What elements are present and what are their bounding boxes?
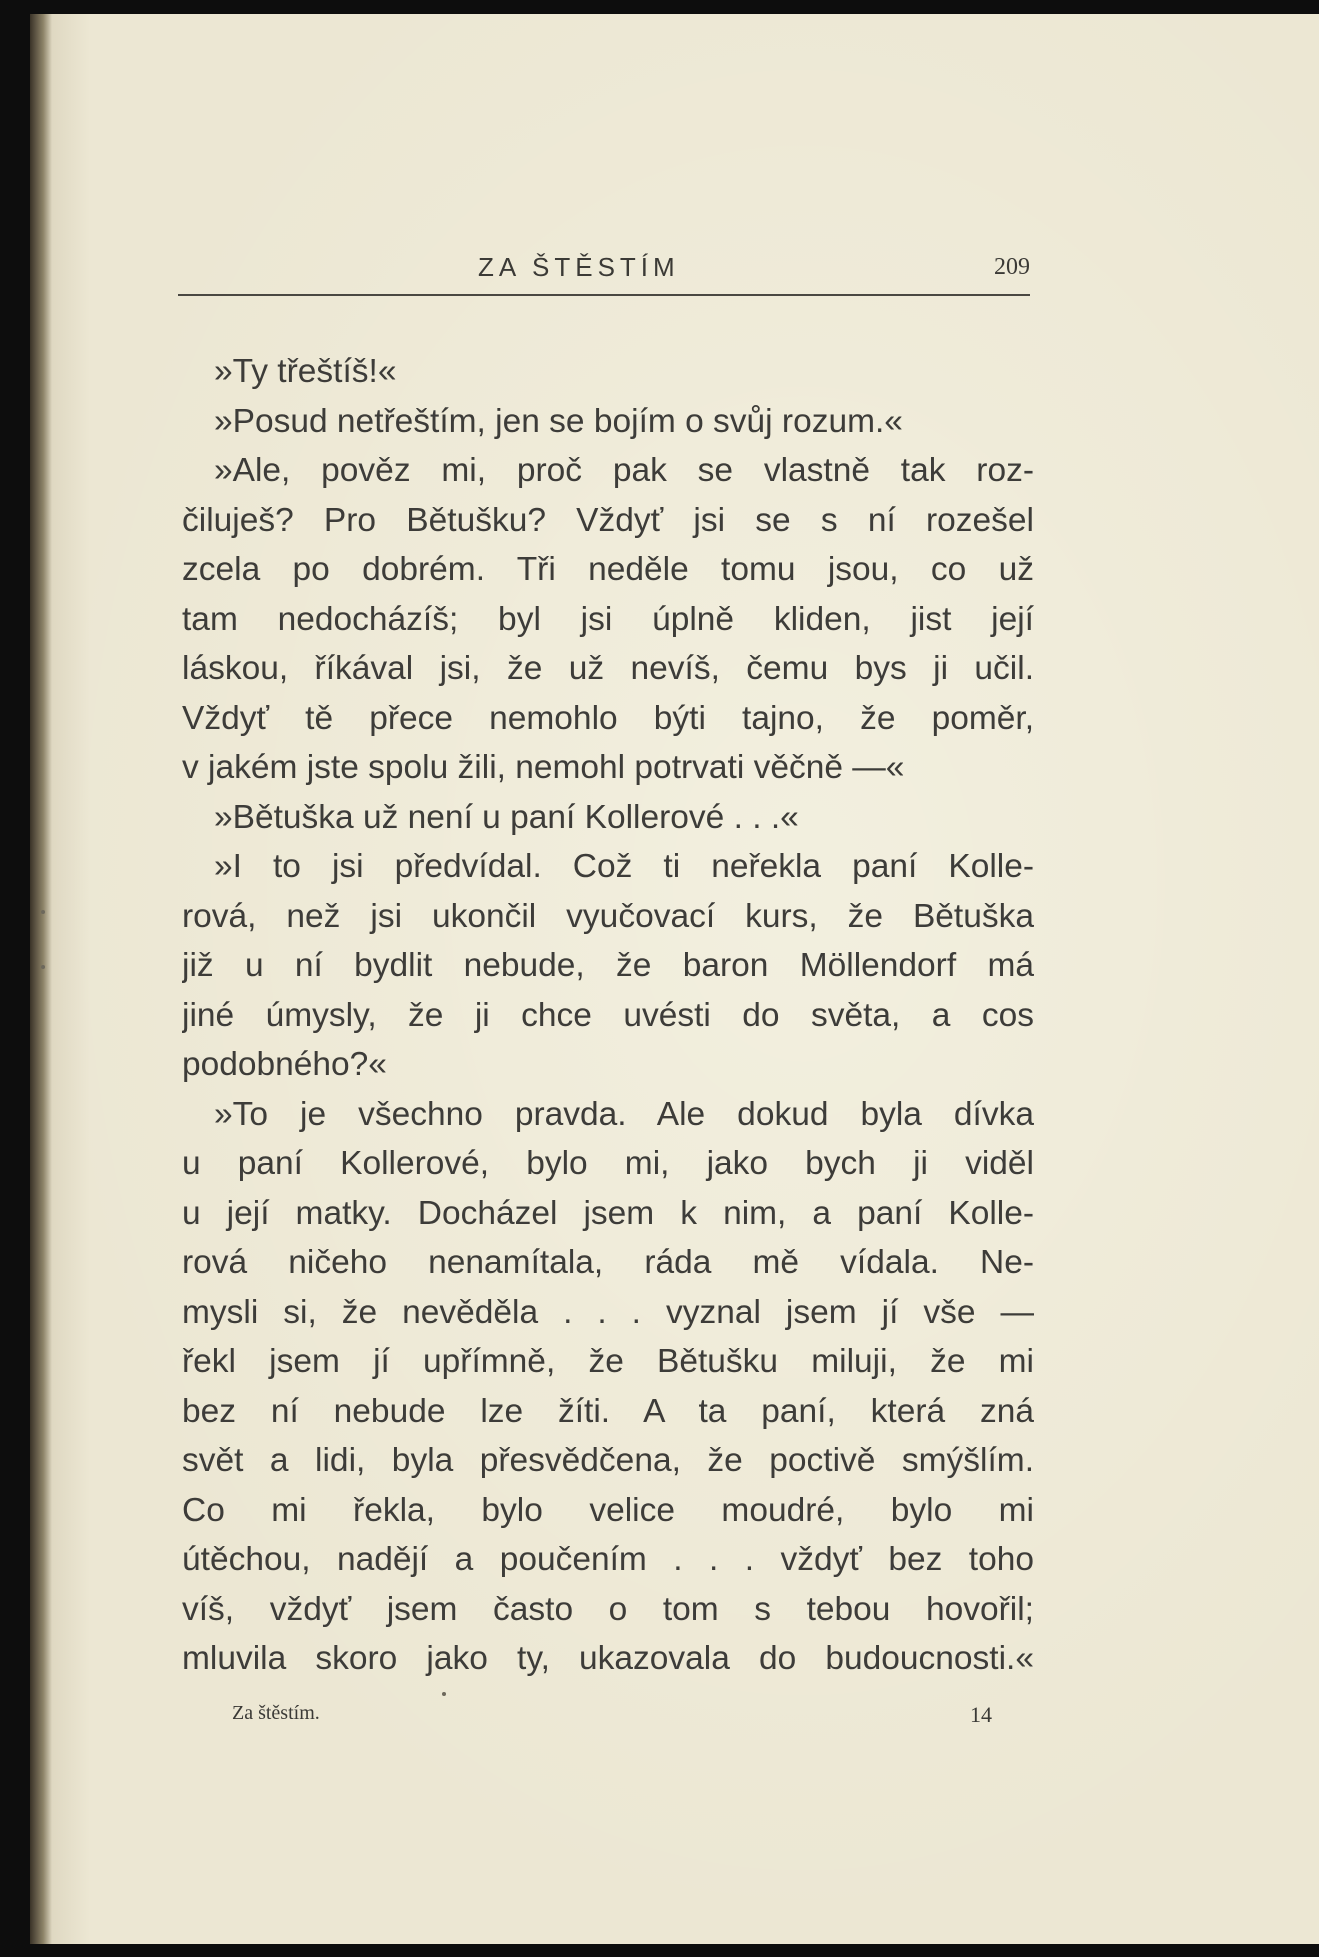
text-line: mluvila skoro jako ty, ukazovala do budoucnosti.« <box>182 1640 1034 1677</box>
text-line: již u ní bydlit nebude, že baron Möllendorf má <box>182 947 1034 984</box>
text-line: víš, vždyť jsem často o tom s tebou hovořil; <box>182 1590 1034 1628</box>
text-line: u paní Kollerové, bylo mi, jako bych ji viděl <box>182 1145 1034 1182</box>
running-head <box>178 248 1030 294</box>
paragraph <box>182 842 1034 1090</box>
text-line: svět a lidi, byla přesvědčena, že poctivě smýšlím. <box>182 1442 1034 1479</box>
text-line: »To je všechno pravda. Ale dokud byla dívka <box>214 1095 1034 1133</box>
text-line: zcela po dobrém. Tři neděle tomu jsou, co už <box>182 551 1034 588</box>
text-line: mysli si, že nevěděla . . . vyznal jsem jí vše — <box>182 1293 1034 1331</box>
text-line: v jakém jste spolu žili, nemohl potrvati věčně —« <box>182 749 905 786</box>
text-line: u její matky. Docházel jsem k nim, a paní Kolle- <box>182 1194 1034 1232</box>
print-speck <box>41 965 45 969</box>
book-spine-shadow <box>30 14 52 1944</box>
text-line: »I to jsi předvídal. Což ti neřekla paní Kolle- <box>214 848 1034 885</box>
text-line: »Posud netřeštím, jen se bojím o svůj rozum.« <box>214 402 903 440</box>
text-line: »Bětuška už není u paní Kollerové . . .« <box>214 798 799 836</box>
text-line: bez ní nebude lze žíti. A ta paní, která zná <box>182 1392 1034 1430</box>
paragraph <box>182 1090 1034 1684</box>
text-line: rová ničeho nenamítala, ráda mě vídala. Ne- <box>182 1244 1034 1281</box>
text-line: podobného?« <box>182 1046 387 1083</box>
text-line: láskou, říkával jsi, že už nevíš, čemu bys ji učil. <box>182 650 1034 687</box>
text-line: Vždyť tě přece nemohlo býti tajno, že poměr, <box>182 699 1034 737</box>
print-speck <box>41 910 45 914</box>
page-footer <box>232 1702 1002 1736</box>
text-line: tam nedocházíš; byl jsi úplně kliden, jist její <box>182 600 1034 638</box>
signature-mark: 14 <box>970 1702 992 1727</box>
running-title: ZA ŠTĚSTÍM <box>478 252 680 282</box>
paragraph <box>182 397 1034 447</box>
signature-title: Za štěstím. <box>232 1702 320 1724</box>
header-rule <box>178 294 1030 296</box>
text-line: »Ty třeštíš!« <box>214 353 397 390</box>
text-line: rová, než jsi ukončil vyučovací kurs, že Bětuška <box>182 897 1034 935</box>
print-speck <box>442 1692 446 1696</box>
text-line: útěchou, nadějí a poučením . . . vždyť bez toho <box>182 1541 1034 1578</box>
text-line: »Ale, pověz mi, proč pak se vlastně tak roz- <box>214 452 1034 489</box>
paragraph <box>182 347 1034 397</box>
text-line: Co mi řekla, bylo velice moudré, bylo mi <box>182 1491 1034 1529</box>
body-text <box>182 347 1034 1684</box>
text-line: řekl jsem jí upřímně, že Bětušku miluji, že mi <box>182 1343 1034 1380</box>
page-number: 209 <box>994 254 1030 280</box>
paragraph <box>182 793 1034 843</box>
text-line: čiluješ? Pro Bětušku? Vždyť jsi se s ní rozešel <box>182 501 1034 539</box>
paragraph <box>182 446 1034 793</box>
text-line: jiné úmysly, že ji chce uvésti do světa, a cos <box>182 996 1034 1034</box>
